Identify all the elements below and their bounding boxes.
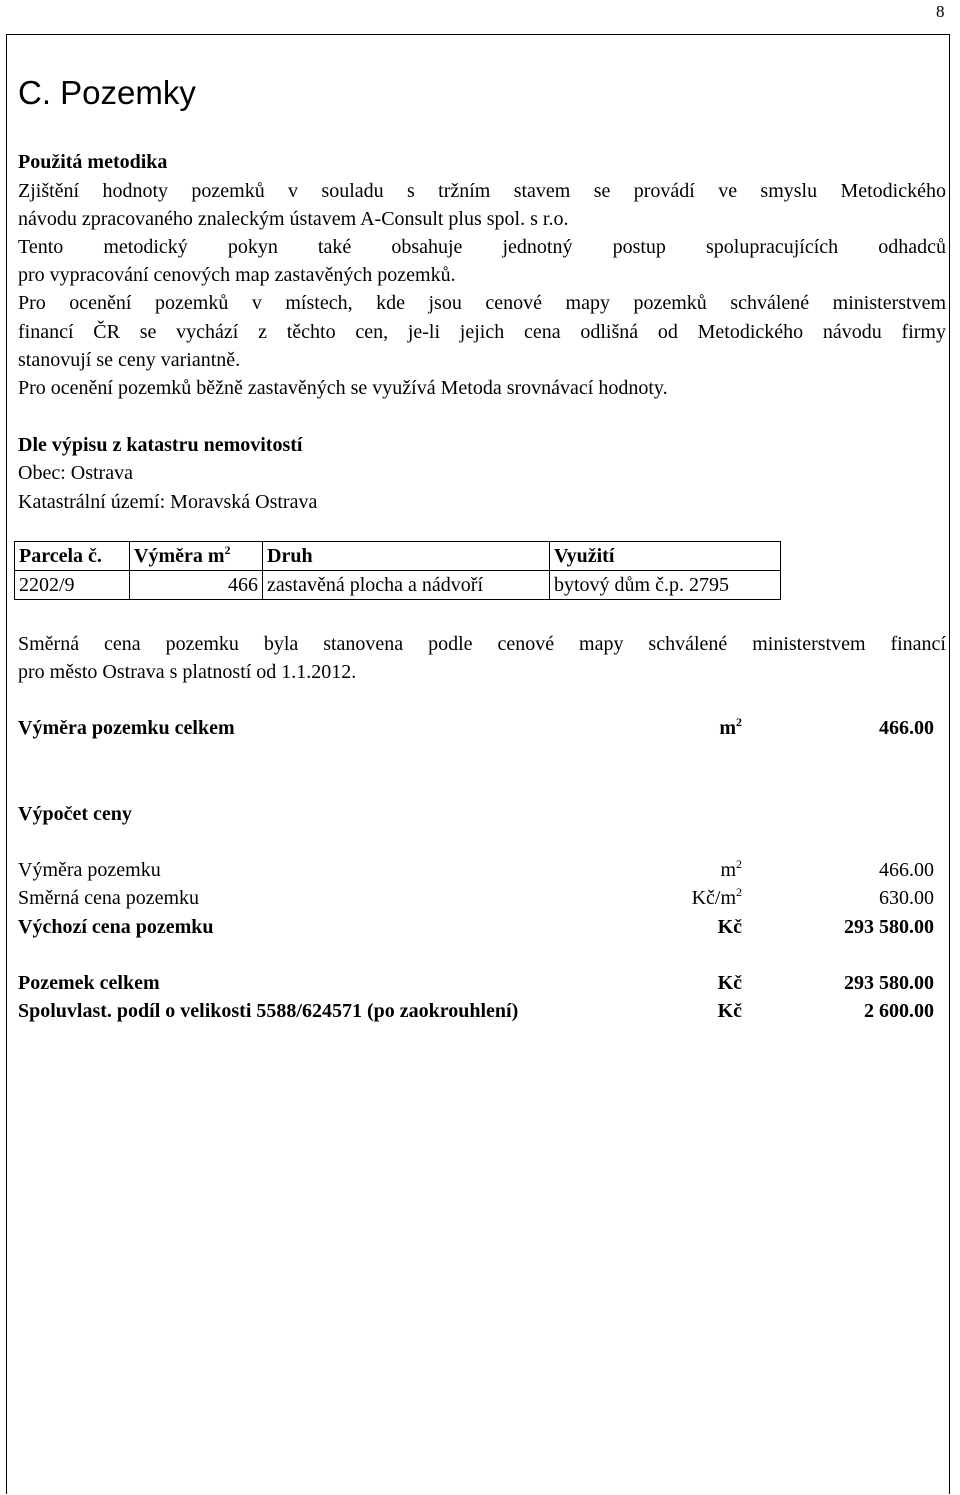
- method-text-line-4: pro vypracování cenových map zastavěných pozemků.: [18, 264, 456, 286]
- header-kind: Druh: [263, 542, 550, 571]
- header-area-sup: 2: [224, 543, 231, 557]
- parcel-table: [14, 541, 781, 600]
- calc-row-unit-price: [18, 887, 934, 911]
- calculation-heading: Výpočet ceny: [18, 803, 132, 825]
- calc-area-unit: [720, 859, 742, 881]
- cell-kind: zastavěná plocha a nádvoří: [263, 571, 550, 600]
- calc-unit-price-unit-sup: 2: [736, 885, 742, 899]
- header-parcel: Parcela č.: [15, 542, 130, 571]
- cadastre-municipality: Obec: Ostrava: [18, 462, 133, 484]
- cadastre-territory: Katastrální území: Moravská Ostrava: [18, 491, 318, 513]
- calc-area-unit-text: m: [720, 859, 736, 881]
- calc-unit-price-unit: [692, 887, 742, 909]
- calc-unit-price-label: Směrná cena pozemku: [18, 887, 200, 909]
- price-note-line-2: pro město Ostrava s platností od 1.1.2012.: [18, 661, 357, 683]
- summary-row-total: [18, 972, 934, 996]
- header-area-label: Výměra m: [134, 545, 225, 567]
- calc-base-price-value: 293 580.00: [844, 916, 934, 938]
- method-text-line-8: Pro ocenění pozemků běžně zastavěných se využívá Metoda srovnávací hodnoty.: [18, 377, 668, 399]
- summary-total-value: 293 580.00: [844, 972, 934, 994]
- method-text-line-5: Pro ocenění pozemků v místech, kde jsou cenové mapy pozemků schválené ministerstvem: [18, 292, 946, 314]
- calc-area-value: 466.00: [879, 859, 934, 881]
- method-text-line-7: stanovují se ceny variantně.: [18, 349, 241, 371]
- cell-parcel: 2202/9: [15, 571, 130, 600]
- header-use: Využití: [550, 542, 781, 571]
- summary-share-unit: Kč: [717, 1000, 742, 1022]
- summary-total-unit: Kč: [717, 972, 742, 994]
- total-area-value: 466.00: [879, 717, 934, 739]
- page-number: 8: [936, 2, 945, 21]
- summary-share-value: 2 600.00: [864, 1000, 934, 1022]
- total-area-label: Výměra pozemku celkem: [18, 717, 235, 739]
- parcel-table-header-row: [15, 542, 781, 571]
- cell-use: bytový dům č.p. 2795: [550, 571, 781, 600]
- calc-area-label: Výměra pozemku: [18, 859, 161, 881]
- header-area: [130, 542, 263, 571]
- total-area-unit-sup: 2: [736, 715, 742, 729]
- cell-area: 466: [130, 571, 263, 600]
- calc-unit-price-value: 630.00: [879, 887, 934, 909]
- summary-total-label: Pozemek celkem: [18, 972, 160, 994]
- method-heading: Použitá metodika: [18, 151, 168, 173]
- calc-base-price-unit: Kč: [717, 916, 742, 938]
- total-area-unit-text: m: [719, 717, 736, 739]
- calc-base-price-label: Výchozí cena pozemku: [18, 916, 214, 938]
- price-note-line-1: Směrná cena pozemku byla stanovena podle cenové mapy schválené ministerstvem financí: [18, 633, 946, 655]
- calc-unit-price-unit-text: Kč/m: [691, 887, 736, 909]
- section-title: C. Pozemky: [18, 74, 196, 111]
- cadastre-heading: Dle výpisu z katastru nemovitostí: [18, 434, 303, 456]
- method-text-line-6: financí ČR se vychází z těchto cen, je-li jejich cena odlišná od Metodického návodu firmy: [18, 321, 946, 343]
- method-text-line-1: Zjištění hodnoty pozemků v souladu s tržním stavem se provádí ve smyslu Metodického: [18, 180, 946, 202]
- total-area-unit: [719, 717, 742, 739]
- calc-area-unit-sup: 2: [736, 857, 742, 871]
- method-text-line-3: Tento metodický pokyn také obsahuje jednotný postup spolupracujících odhadců: [18, 236, 946, 258]
- table-row: [15, 571, 781, 600]
- calc-row-base-price: [18, 916, 934, 940]
- calc-row-area: [18, 859, 934, 883]
- total-area-row: [18, 717, 934, 741]
- method-text-line-2: návodu zpracovaného znaleckým ústavem A-Consult plus spol. s r.o.: [18, 208, 569, 230]
- summary-share-label: Spoluvlast. podíl o velikosti 5588/624571 (po zaokrouhlení): [18, 1000, 519, 1022]
- summary-row-share: [18, 1000, 934, 1024]
